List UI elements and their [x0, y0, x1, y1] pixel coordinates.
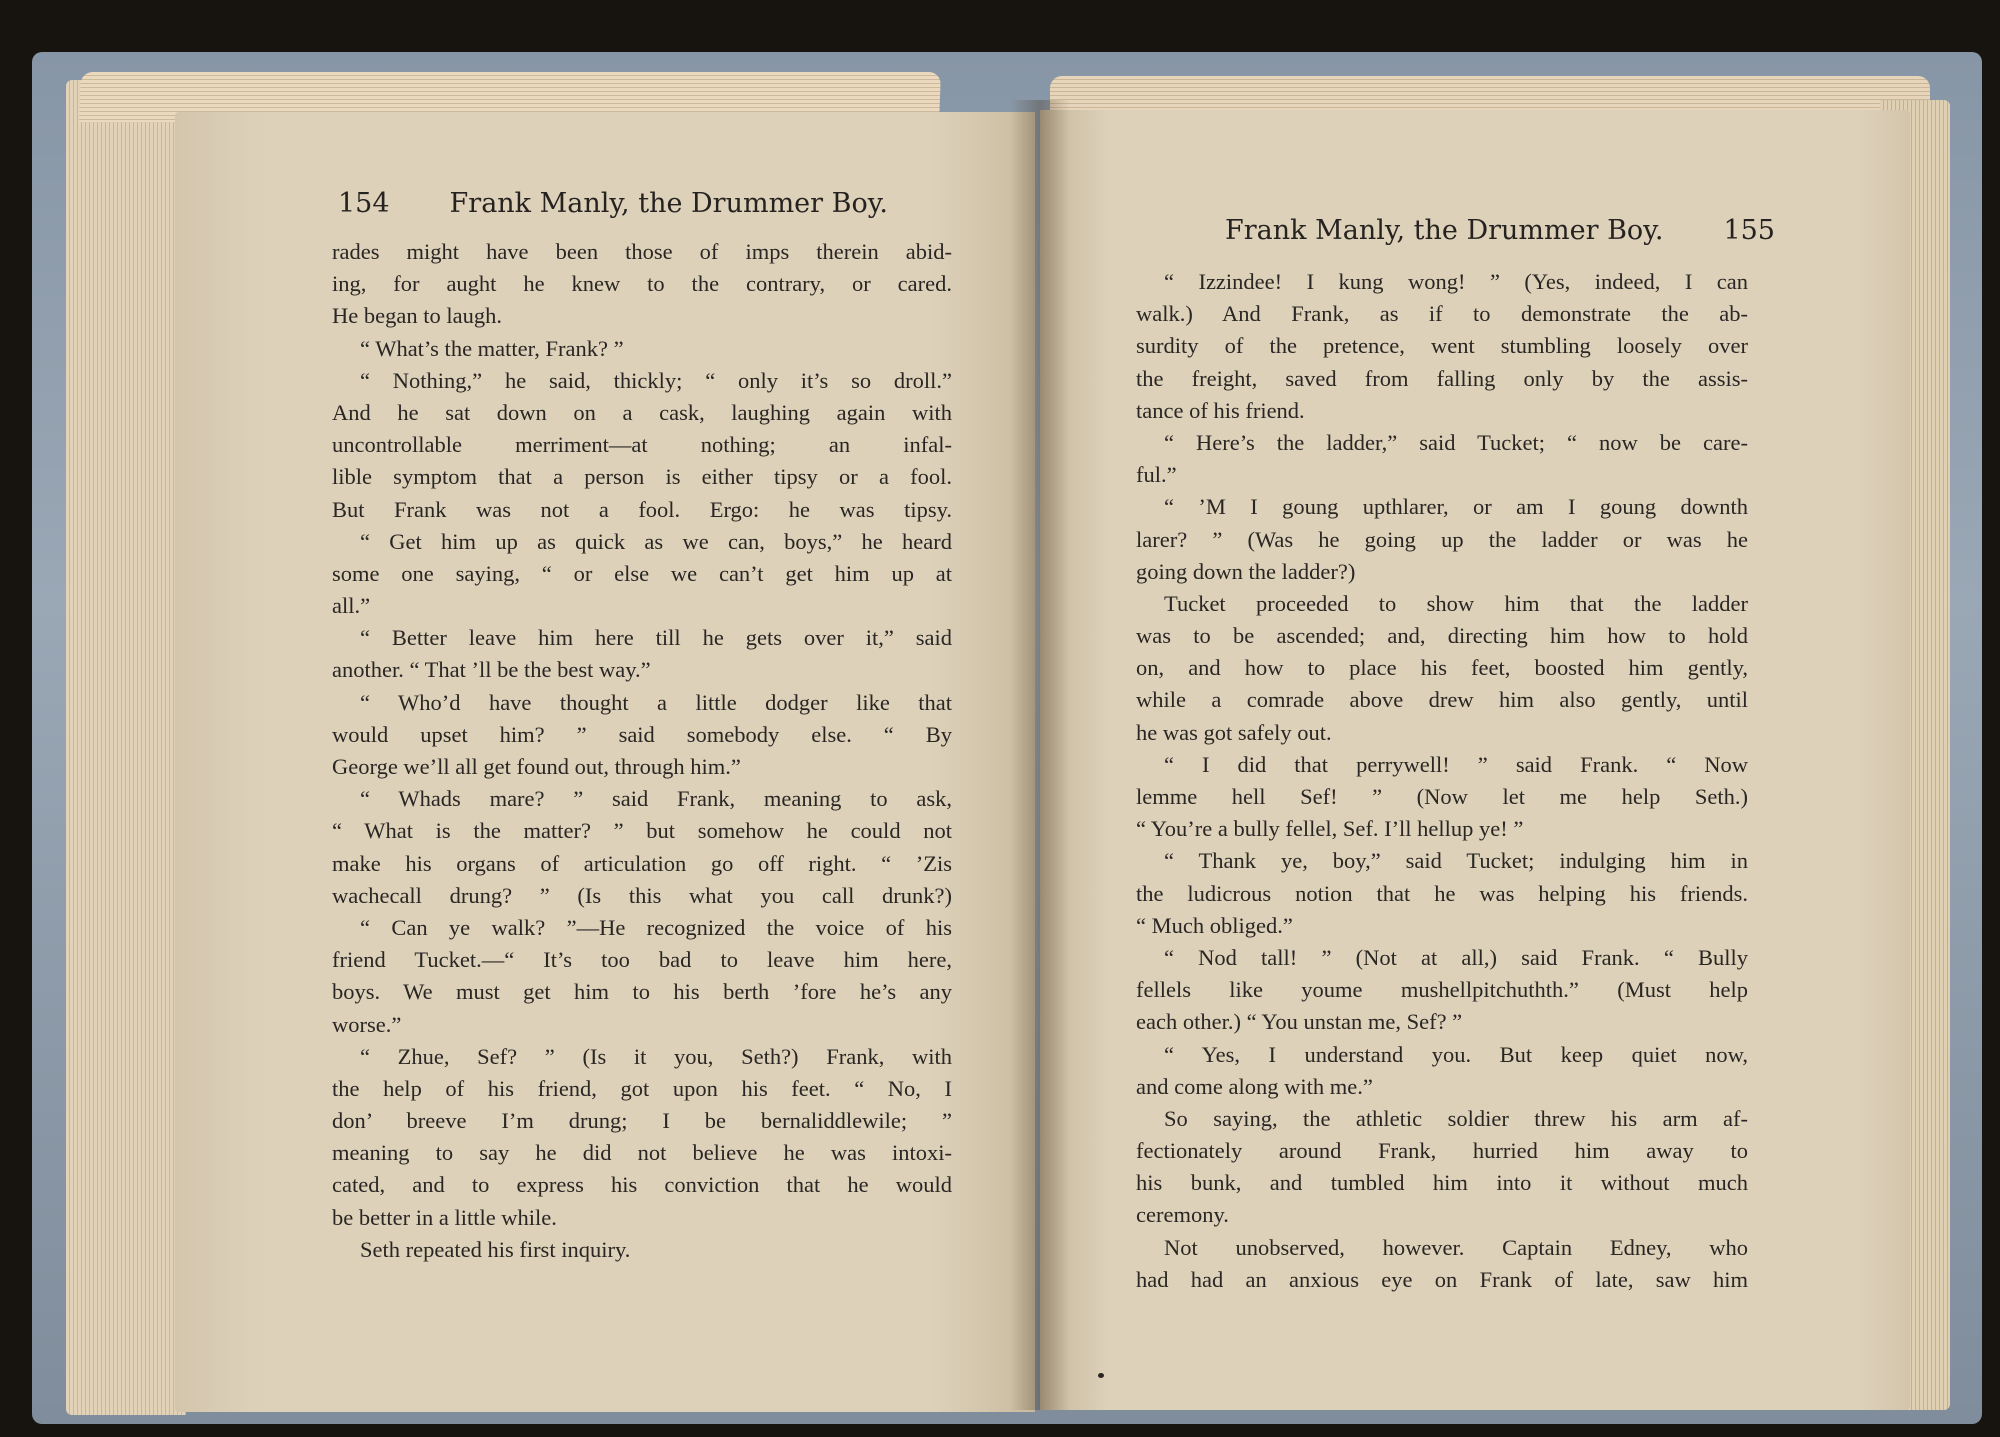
text-line: would upset him? ” said somebody else. “ By	[332, 721, 952, 747]
text-line: “ Who’d have thought a little dodger like that	[360, 689, 952, 715]
text-line: lible symptom that a person is either tipsy or a fool.	[332, 464, 952, 490]
book-gutter	[1010, 100, 1070, 1410]
text-line: be better in a little while.	[332, 1204, 557, 1230]
text-line: was to be ascended; and, directing him how to hold	[1136, 623, 1748, 649]
text-line: And he sat down on a cask, laughing again with	[332, 399, 952, 425]
text-line: “ Nothing,” he said, thickly; “ only it’s so droll.”	[360, 367, 952, 393]
text-line: tance of his friend.	[1136, 397, 1305, 423]
text-line: make his organs of articulation go off right. “ ’Zis	[332, 850, 952, 876]
right-page-number: 155	[1723, 215, 1775, 246]
text-line: “ ’M I goung upthlarer, or am I goung downth	[1164, 494, 1748, 520]
left-page-body	[332, 236, 952, 1266]
text-line: don’ breeve I’m drung; I be bernaliddlewile; ”	[332, 1108, 952, 1134]
text-line: ful.”	[1136, 462, 1177, 488]
text-line: fectionately around Frank, hurried him away to	[1136, 1138, 1748, 1164]
text-line: “ Here’s the ladder,” said Tucket; “ now be care-	[1164, 429, 1748, 455]
text-line: “ Better leave him here till he gets over it,” said	[360, 625, 952, 651]
text-line: “ Thank ye, boy,” said Tucket; indulging him in	[1164, 848, 1748, 874]
text-line: larer? ” (Was he going up the ladder or was he	[1136, 526, 1748, 552]
text-line: “ Whads mare? ” said Frank, meaning to ask,	[360, 786, 952, 812]
text-line: the help of his friend, got upon his feet. “ No, I	[332, 1075, 952, 1101]
text-line: while a comrade above drew him also gently, until	[1136, 687, 1748, 713]
text-line: “ Yes, I understand you. But keep quiet now,	[1164, 1041, 1748, 1067]
text-line: “ Nod tall! ” (Not at all,) said Frank. “ Bully	[1164, 944, 1748, 970]
text-line: uncontrollable merriment—at nothing; an infal-	[332, 432, 952, 458]
text-line: fellels like youme mushellpitchuthth.” (Must help	[1136, 977, 1748, 1003]
text-line: “ You’re a bully fellel, Sef. I’ll hellup ye! ”	[1136, 816, 1524, 842]
text-line: ing, for aught he knew to the contrary, or cared.	[332, 271, 952, 297]
text-line: But Frank was not a fool. Ergo: he was tipsy.	[332, 496, 952, 522]
text-line: meaning to say he did not believe he was intoxi-	[332, 1140, 952, 1166]
right-page-body	[1136, 266, 1748, 1296]
right-running-title: Frank Manly, the Drummer Boy.	[1225, 215, 1664, 246]
text-line: had had an anxious eye on Frank of late, saw him	[1136, 1266, 1748, 1292]
text-line: he was got safely out.	[1136, 719, 1332, 745]
text-line: rades might have been those of imps therein abid-	[332, 239, 952, 264]
text-line: Seth repeated his first inquiry.	[360, 1236, 631, 1262]
text-line: friend Tucket.—“ It’s too bad to leave him here,	[332, 947, 952, 973]
text-line: going down the ladder?)	[1136, 558, 1356, 584]
text-line: “ What is the matter? ” but somehow he could not	[332, 818, 952, 844]
text-line: cated, and to express his conviction that he would	[332, 1172, 952, 1198]
text-line: walk.) And Frank, as if to demonstrate the ab-	[1136, 301, 1748, 327]
text-line: “ What’s the matter, Frank? ”	[360, 335, 624, 361]
text-line: all.”	[332, 593, 371, 619]
text-line: his bunk, and tumbled him into it without much	[1136, 1170, 1748, 1196]
page-speck	[1098, 1373, 1104, 1378]
text-line: on, and how to place his feet, boosted him gently,	[1136, 655, 1748, 681]
text-line: “ I did that perrywell! ” said Frank. “ Now	[1164, 751, 1748, 777]
text-line: “ Izzindee! I kung wong! ” (Yes, indeed, I can	[1164, 269, 1748, 294]
text-line: He began to laugh.	[332, 303, 502, 329]
text-line: ceremony.	[1136, 1202, 1229, 1228]
left-page-number: 154	[338, 188, 390, 219]
text-line: and come along with me.”	[1136, 1073, 1373, 1099]
left-page-header	[338, 188, 898, 219]
text-line: “ Zhue, Sef? ” (Is it you, Seth?) Frank, with	[360, 1043, 952, 1069]
page-edges-left	[66, 80, 186, 1415]
text-line: lemme hell Sef! ” (Now let me help Seth.)	[1136, 784, 1748, 809]
text-line: Tucket proceeded to show him that the ladder	[1164, 590, 1748, 616]
text-line: Not unobserved, however. Captain Edney, who	[1164, 1234, 1748, 1260]
left-running-title: Frank Manly, the Drummer Boy.	[449, 188, 888, 219]
text-line: surdity of the pretence, went stumbling loosely over	[1136, 333, 1748, 359]
text-line: boys. We must get him to his berth ’fore he’s any	[332, 979, 952, 1005]
text-line: the freight, saved from falling only by the assis-	[1136, 365, 1748, 391]
text-line: some one saying, “ or else we can’t get him up at	[332, 560, 952, 586]
text-line: “ Get him up as quick as we can, boys,” he heard	[360, 528, 952, 554]
text-line: “ Much obliged.”	[1136, 912, 1293, 938]
text-line: each other.) “ You unstan me, Sef? ”	[1136, 1009, 1463, 1035]
text-line: another. “ That ’ll be the best way.”	[332, 657, 651, 683]
right-page-header	[1225, 215, 1775, 246]
text-line: George we’ll all get found out, through him.”	[332, 754, 741, 779]
text-line: “ Can ye walk? ”—He recognized the voice of his	[360, 914, 952, 940]
text-line: the ludicrous notion that he was helping his friends.	[1136, 880, 1748, 906]
text-line: wachecall drung? ” (Is this what you call drunk?)	[332, 882, 952, 908]
text-line: worse.”	[332, 1011, 402, 1037]
text-line: So saying, the athletic soldier threw his arm af-	[1164, 1105, 1748, 1131]
